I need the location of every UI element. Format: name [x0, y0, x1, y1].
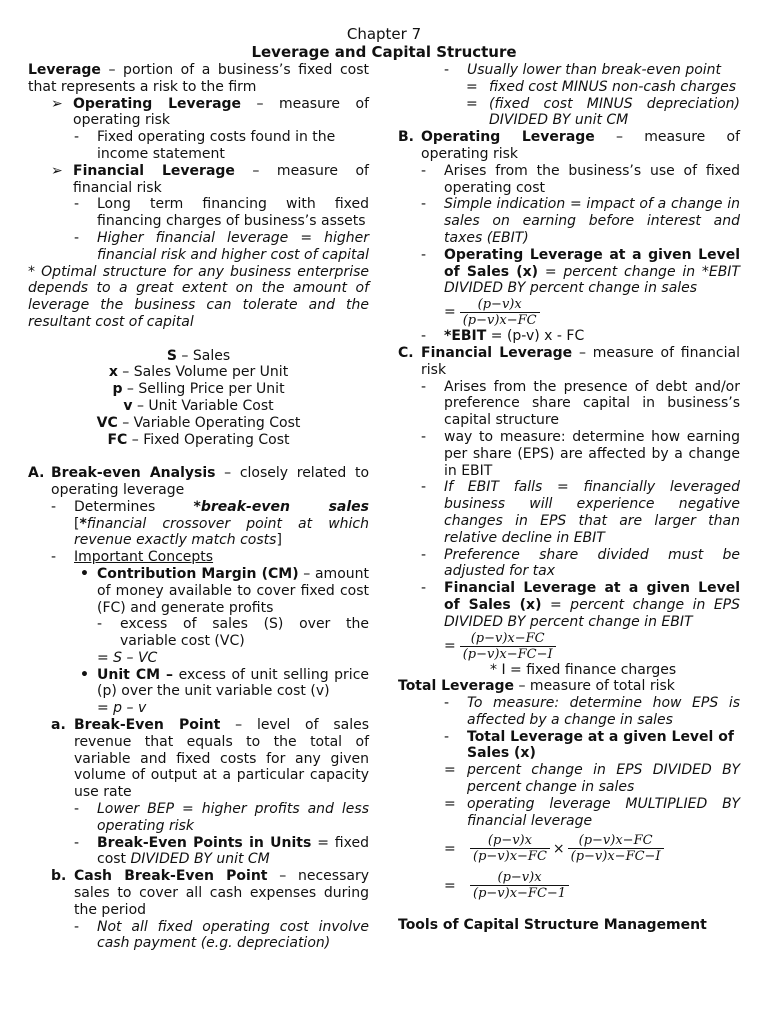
fl-sub-2: - way to measure: determine how earning per share (EPS) are affected by a change in EBIT	[421, 428, 740, 479]
dash-bullet-icon: -	[74, 129, 80, 146]
arrow-bullet-icon: ➢	[51, 95, 63, 112]
dash-bullet-icon: -	[74, 834, 80, 851]
dash-bullet-icon: -	[97, 616, 103, 633]
dash-bullet-icon: -	[421, 328, 427, 345]
tl-given-item: - Total Leverage at a given Level of Sales (x)	[444, 728, 734, 762]
dash-bullet-icon: -	[421, 428, 427, 445]
cbep-eq-1: = fixed cost MINUS non-cash charges	[466, 78, 736, 95]
unit-cm-formula: = p – v	[97, 700, 147, 717]
dash-bullet-icon: -	[421, 479, 427, 496]
contribution-margin-item: • Contribution Margin (CM) – amount of money available to cover fixed cost (FC) and generate profits - excess of sales (S) over the variable cost (VC) = S – VC	[80, 565, 369, 666]
operating-leverage-sub: - Fixed operating costs found in the income statement	[74, 129, 336, 162]
operating-leverage-heading: B. Operating Leverage – measure of operating risk	[398, 129, 740, 162]
dot-bullet-icon: •	[80, 666, 89, 683]
dash-bullet-icon: -	[421, 580, 427, 597]
dash-bullet-icon: -	[421, 196, 427, 213]
ol-formula: = $\frac{(p-v)x}{(p-v)x-FC}$	[444, 297, 740, 328]
chapter-number: Chapter 7	[346, 25, 422, 43]
tl-sub-1: - To measure: determine how EPS is affected by a change in sales	[444, 695, 740, 728]
equals-sign: =	[444, 762, 456, 779]
dash-bullet-icon: -	[421, 162, 427, 179]
cbep-eq-2: = (fixed cost MINUS depreciation) DIVIDED BY unit CM	[466, 95, 740, 129]
tl-fraction-2: $\frac{(p-v)x-FC}{(p-v)x-FC-I}$	[568, 833, 664, 864]
dash-bullet-icon: -	[421, 246, 427, 263]
symbol-row: S – Sales	[166, 347, 231, 364]
symbol-legend	[28, 348, 369, 449]
dash-bullet-icon: -	[421, 378, 427, 395]
ebit-item: - *EBIT = (p-v) x - FC	[421, 328, 585, 345]
leverage-definition: Leverage – portion of a business’s fixed cost that represents a risk to the firm	[28, 62, 369, 95]
left-column	[28, 62, 369, 952]
financial-leverage-sub-2: - Higher financial leverage = higher financial risk and higher cost of capital	[74, 229, 369, 263]
symbol-row: v – Unit Variable Cost	[123, 397, 274, 414]
total-leverage-heading: Total Leverage – measure of total risk	[398, 678, 675, 695]
financial-leverage-sub-1: - Long term financing with fixed financing charges of business’s assets	[74, 196, 369, 230]
tl-fraction-3: $\frac{(p-v)x}{(p-v)x-FC-1}$	[470, 870, 569, 901]
right-column	[398, 62, 740, 934]
important-concepts-item: - Important Concepts	[51, 549, 214, 566]
dash-bullet-icon: -	[74, 229, 80, 246]
equals-sign: =	[466, 78, 478, 95]
fl-finance-charge-note: * I = fixed finance charges	[490, 661, 677, 678]
fl-sub-4: - Preference share divided must be adjusted for tax	[421, 546, 740, 580]
tl-eq-2: = operating leverage MULTIPLIED BY financial leverage	[444, 795, 740, 829]
symbol-row: VC – Variable Operating Cost	[96, 414, 301, 431]
fl-sub-1: - Arises from the presence of debt and/or preference share capital in business’s capital structure	[421, 378, 740, 429]
equals-sign: =	[444, 795, 456, 812]
dash-bullet-icon: -	[421, 546, 427, 563]
equals-sign: =	[466, 95, 478, 112]
dash-bullet-icon: -	[444, 728, 450, 745]
tl-eq-1: = percent change in EPS DIVIDED BY percent change in sales	[444, 762, 740, 796]
bep-sub-1: - Lower BEP = higher profits and less operating risk	[74, 801, 369, 834]
dash-bullet-icon: -	[444, 695, 450, 712]
break-even-analysis-heading: A. Break-even Analysis – closely related to operating leverage	[28, 465, 370, 498]
symbol-row: p – Selling Price per Unit	[112, 381, 285, 398]
cbep-sub: - Not all fixed operating cost involve cash payment (e.g. depreciation)	[74, 918, 369, 952]
financial-leverage-item: ➢ Financial Leverage – measure of financial risk	[51, 162, 369, 196]
optimal-structure-note: * Optimal structure for any business enterprise depends to a great extent on the amount of leverage the business can tolerate and the resultant cost of capital	[28, 263, 369, 330]
cm-formula: = S – VC	[97, 649, 158, 666]
symbol-row: x – Sales Volume per Unit	[108, 364, 289, 381]
dash-bullet-icon: -	[74, 801, 80, 818]
tl-fraction-1: $\frac{(p-v)x}{(p-v)x-FC}$	[470, 833, 550, 864]
arrow-bullet-icon: ➢	[51, 162, 63, 179]
ol-sub-1: - Arises from the business’s use of fixed operating cost	[421, 162, 740, 196]
tl-formula-product: = $\frac{(p-v)x}{(p-v)x-FC}$ × $\frac{(p-v)x-FC}{(p-v)x-FC-I}$	[398, 833, 740, 864]
ol-sub-2: - Simple indication = impact of a change in sales on earning before interest and taxes (EBIT)	[421, 196, 740, 246]
break-even-point-heading: a. Break-Even Point – level of sales revenue that equals to the total of variable and fixed costs for any given volume of output at a particular capacity use rate	[51, 717, 369, 801]
fl-sub-3: - If EBIT falls = financially leveraged business will experience negative changes in EPS that are larger than relative decline in EBIT	[421, 479, 740, 546]
dot-bullet-icon: •	[80, 565, 89, 582]
dash-bullet-icon: -	[444, 62, 450, 78]
determines-item: - Determines *break-even sales [*financial crossover point at which revenue exactly match costs]	[51, 498, 369, 549]
operating-leverage-item: ➢ Operating Leverage – measure of operating risk	[51, 95, 369, 129]
fl-given-item: - Financial Leverage at a given Level of Sales (x) = percent change in EPS DIVIDED BY percent change in EBIT = $\frac{(p-v)x-FC}{(p-v)x-FC-I}$ * I = fixed finance charges	[421, 580, 740, 678]
chapter-title: Leverage and Capital Structure	[251, 43, 517, 61]
fl-fraction: $\frac{(p-v)x-FC}{(p-v)x-FC-I}$	[460, 631, 556, 662]
financial-leverage-heading: C. Financial Leverage – measure of financial risk	[398, 344, 740, 378]
cash-break-even-heading: b. Cash Break-Even Point – necessary sales to cover all cash expenses during the period	[51, 868, 369, 918]
dash-bullet-icon: -	[51, 498, 57, 515]
symbol-row: FC – Fixed Operating Cost	[107, 431, 290, 448]
ol-fraction: $\frac{(p-v)x}{(p-v)x-FC}$	[460, 297, 540, 328]
unit-cm-item: • Unit CM – excess of unit selling price (p) over the unit variable cost (v) = p – v	[80, 666, 369, 717]
tools-heading: Tools of Capital Structure Management	[398, 917, 707, 934]
dash-bullet-icon: -	[74, 918, 80, 935]
cbep-lower-item: - Usually lower than break-even point	[444, 62, 722, 78]
dash-bullet-icon: -	[74, 196, 80, 213]
cm-sub-item: - excess of sales (S) over the variable cost (VC)	[97, 616, 369, 650]
ol-given-item: - Operating Leverage at a given Level of Sales (x) = percent change in *EBIT DIVIDED BY percent change in sales = $\frac{(p-v)x}{(p-v)x-FC}$	[421, 246, 740, 329]
dash-bullet-icon: -	[51, 549, 57, 566]
tl-formula-result: = $\frac{(p-v)x}{(p-v)x-FC-1}$	[398, 870, 740, 901]
fl-formula: = $\frac{(p-v)x-FC}{(p-v)x-FC-I}$	[444, 631, 740, 662]
bep-units-item: - Break-Even Points in Units = fixed cost DIVIDED BY unit CM	[74, 834, 369, 868]
